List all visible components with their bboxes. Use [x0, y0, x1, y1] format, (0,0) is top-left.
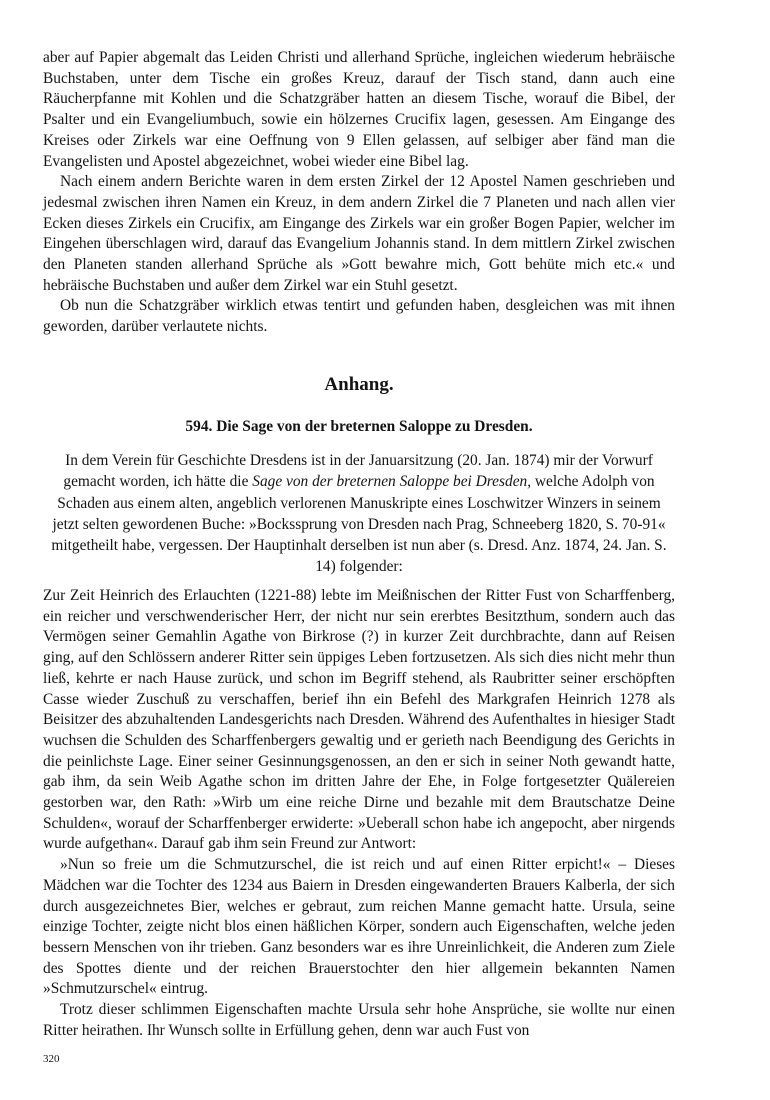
paragraph: »Nun so freie um die Schmutzurschel, die ist reich und auf einen Ritter erpicht!« – Dieses Mädchen war die Tochter des 1234 aus Baiern in Dresden eingewanderten Brauers Kalberla, der sich durch ausgezeichnetes Bier, welches er gebraut, zum reichen Manne gemacht hatte. Ursula, seine einzige Tochter, zeigte nicht blos einen häßlichen Körper, sondern auch Eigenschaften, welche jeden bessern Menschen von ihr trieben. Ganz besonders war es ihre Unreinlichkeit, die Anderen zum Ziele des Spottes diente und der reichen Brauerstochter den hier allgemein bekannten Namen »Schmutzurschel« eintrug.	[43, 856, 675, 998]
appendix-heading: Anhang.	[324, 374, 394, 395]
saga-title: 594. Die Sage von der breternen Saloppe zu Dresden.	[185, 418, 533, 435]
intro-text-part1: In dem Verein für Geschichte Dresdens ist in der Januarsitzung (20. Jan. 1874) mir der Vorwurf gemacht worden, ich hätte die	[63, 452, 653, 491]
intro-text-part2: welche Adolph von Schaden aus einem alten, angeblich verlorenen Manuskripte eines Loschwitzer Winzers in seinem jetzt selten gewordenen Buche: »Bockssprung von Dresden nach Prag, Schneeberg 1820, S. 70-91« mitgetheilt habe, vergessen. Der Hauptinhalt derselben ist nun aber (s. Dresd. Anz. 1874, 24. Jan. S. 14) folgender:	[51, 473, 667, 576]
intro-italic-title: Sage von der breternen Saloppe bei Dresden,	[252, 473, 532, 491]
paragraph: Ob nun die Schatzgräber wirklich etwas tentirt und gefunden haben, desgleichen was mit ihnen geworden, darüber verlautete nichts.	[43, 297, 675, 336]
paragraph: Nach einem andern Berichte waren in dem ersten Zirkel der 12 Apostel Namen geschrieben und jedesmal zwischen ihren Namen ein Kreuz, in dem andern Zirkel die 7 Planeten und nach allen vier Ecken dieses Zirkels ein Crucifix, am Eingange des Zirkels war ein großer Bogen Papier, welcher im Eingehen überschlagen wird, darauf das Evangelium Johannis stand. In dem mittlern Zirkel zwischen den Planeten standen allerhand Sprüche als »Gott bewahre mich, Gott behüte mich etc.« und hebräische Buchstaben und außer dem Zirkel war ein Stuhl gesetzt.	[43, 173, 675, 294]
intro-paragraph	[43, 450, 675, 578]
paragraph: Trotz dieser schlimmen Eigenschaften machte Ursula sehr hohe Ansprüche, sie wollte nur einen Ritter heirathen. Ihr Wunsch sollte in Erfüllung gehen, denn war auch Fust von	[43, 1001, 675, 1039]
paragraph: aber auf Papier abgemalt das Leiden Christi und allerhand Sprüche, ingleichen wiederum hebräische Buchstaben, unter dem Tische ein großes Kreuz, darauf der Tisch stand, dann auch eine Räucherpfanne mit Kohlen und die Schatzgräber hatten an diesem Tische, worauf die Bibel, der Psalter und ein Evangeliumbuch, sowie ein hölzernes Crucifix lagen, gesessen. Am Eingange des Kreises oder Zirkels war eine Oeffnung von 9 Ellen gelassen, auf selbiger aber fänd man die Evangelisten und Apostel abgezeichnet, wobei wieder eine Bibel lag.	[43, 49, 675, 170]
paragraph: Zur Zeit Heinrich des Erlauchten (1221-88) lebte im Meißnischen der Ritter Fust von Scharffenberg, ein reicher und verschwenderischer Herr, der nicht nur sein ererbtes Besitzthum, sondern auch das Vermögen seiner Gemahlin Agathe von Birkrose (?) in kurzer Zeit durchbrachte, dann auf Reisen ging, auf den Schlössern anderer Ritter sein üppiges Leben fortzusetzen. Als sich dies nicht mehr thun ließ, kehrte er nach Hause zurück, und schon im Begriff stehend, als Raubritter seiner erschöpften Casse wieder Zuschuß zu verschaffen, berief ihn ein Befehl des Markgrafen Heinrich 1278 als Beisitzer des abzuhaltenden Landesgerichts nach Dresden. Während des Aufenthaltes in hiesiger Stadt wuchsen die Schulden des Scharffenbergers gewaltig und er gerieth nach Beendigung des Gerichts in die peinlichste Lage. Einer seiner Gesinnungsgenossen, an den er sich in seiner Noth gewandt hatte, gab ihm, da sein Weib Agathe schon im dritten Jahre der Ehe, in Folge fortgesetzter Quälereien gestorben war, den Rath: »Wirb um eine reiche Dirne und bezahle mit dem Brautschatze Deine Schulden«, worauf der Scharffenberger erwiderte: »Ueberall schon habe ich angepocht, aber nirgends wurde aufgethan«. Darauf gab ihm sein Freund zur Antwort:	[43, 587, 675, 853]
text-section-top	[43, 48, 675, 338]
page-number: 320	[43, 1053, 60, 1065]
text-section-saga	[43, 586, 675, 1041]
